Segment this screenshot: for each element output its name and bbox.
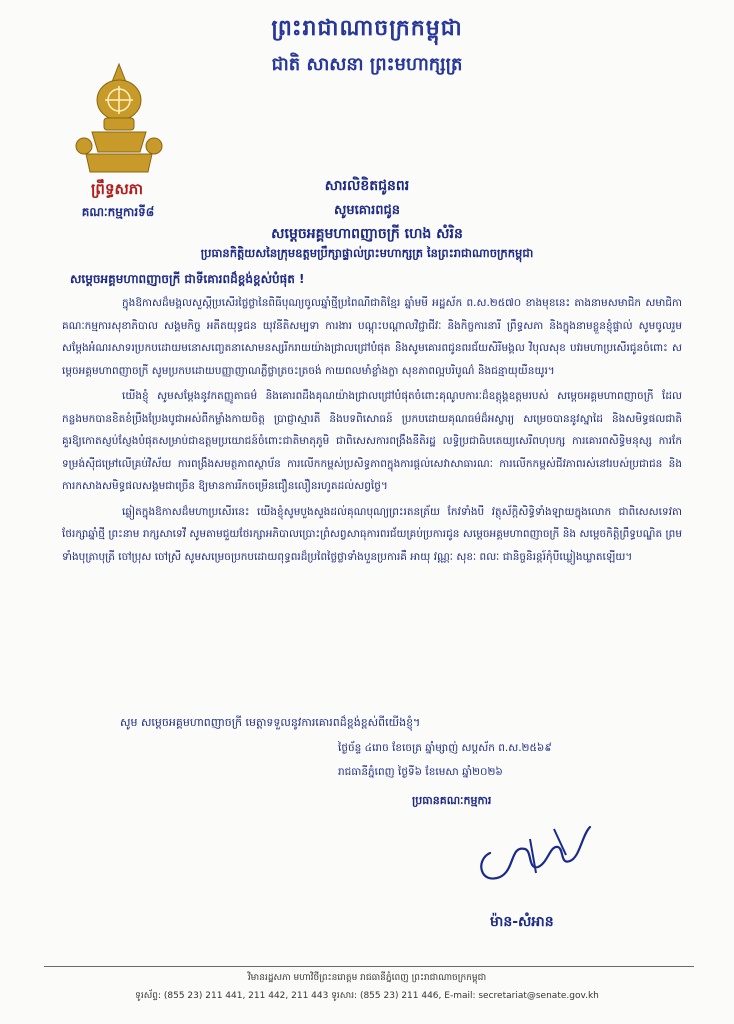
letter-type: សារលិខិតជូនពរ [324, 178, 410, 194]
kingdom-heading: ព្រះរាជាណាចក្រកម្ពុជា [271, 16, 463, 41]
signer-name: ម៉ាន-សំអាន [490, 914, 554, 930]
footer-contact: ទូរស័ព្ទ: (855 23) 211 441, 211 442, 211 443 ទូរសារ: (855 23) 211 446, E-mail: secretariat@senate.gov.kh [135, 991, 599, 1001]
body-paragraph: ឆ្លៀតក្នុងឱកាសដ៏មហាប្រសើរនេះ យើងខ្ញុំសូមបួងសួងដល់គុណបុណ្យព្រះរតនត្រ័យ កែវទាំងបី វត្ថុស័ក្តិសិទ្ធិទាំងឡាយក្នុងលោក ជាពិសេសទេវតាថែរក្សាឆ្នាំថ្មី ព្រះនាម រាក្សសាទេវី សូមតាមជួយថែរក្សាអភិបាលប្រោះព្រំសព្វសាធុការពរជ័យគ្រប់ប្រការជូន សម្តេចអគ្គមហាពញាចក្រី និង សម្តេចកិត្តិព្រឹទ្ធបណ្ឌិត ព្រមទាំងបុត្រាបុត្រី ចៅប្រុស ចៅស្រី សូមសម្រេចប្រកបដោយពុទ្ធពរដ៏ប្រពៃថ្លៃថ្លាទាំងបួនប្រការគឺ អាយុ វណ្ណៈ សុខៈ ពលៈ ជានិច្ចនិរន្តរ៍កុំបីឃ្លៀងឃ្លាតឡើយ។ [62, 505, 682, 563]
date-lunar: ថ្ងៃច័ន្ទ ៤រោច ខែចេត្រ ឆ្នាំម្សាញ់ សប្តស័ក ព.ស.២៥៦៩ [338, 742, 552, 754]
national-motto: ជាតិ សាសនា ព្រះមហាក្សត្រ [271, 54, 463, 75]
recipient-title: ប្រធានកិត្តិយសនៃក្រុមឧត្តមប្រឹក្សាផ្ទាល់ព្រះមហាក្សត្រ នៃព្រះរាជាណាចក្រកម្ពុជា [200, 246, 534, 260]
body-paragraph: ក្នុងឱកាសដ៏មង្គលសួស្តីប្រសើរថ្លៃថ្លានៃពិធីបុណ្យចូលឆ្នាំថ្មីប្រពៃណីជាតិខ្មែរ ឆ្នាំមមី អដ្ឋស័ក ព.ស.២៥៧០ ខាងមុខនេះ តាងនាមសមាជិក សមាជិកា គណៈកម្មការសុខាភិបាល សង្គមកិច្ច អតីតយុទ្ធជន យុវនីតិសម្បទា ការងារ បណ្តុះបណ្តាលវិជ្ជាជីវៈ និងកិច្ចការនារី ព្រឹទ្ធសភា និងក្នុងនាមខ្លួនខ្ញុំផ្ទាល់ សូមចូលរួមសម្តែងអំណរសាទរប្រកបដោយមនោសញ្ចេតនាសោមនស្សរីករាយយ៉ាងជ្រាលជ្រៅបំផុត និងសូមគោរពជូនពរជ័យសិរីមង្គល វិបុលសុខ បវរមហាប្រសើរជូនចំពោះ សម្តេចអគ្គមហាពញាចក្រី សូមប្រកបដោយបញ្ញាញាណភ្លឺថ្លាត្រចះត្រចង់ កាយពលមាំខ្លាំងក្លា សុខភាពល្អបរិបូណ៌ និងជន្មាយុយឺនយូរ។ [62, 297, 682, 377]
date-solar: រាជធានីភ្នំពេញ ថ្ងៃទី៦ ខែមេសា ឆ្នាំ២០២៦ [338, 766, 503, 778]
signer-title: ប្រធានគណៈកម្មការ [412, 794, 492, 807]
footer-address: វិមានរដ្ឋសភា មហាវិថីព្រះនរោត្តម រាជធានីភ្នំពេញ ព្រះរាជាណាចក្រកម្ពុជា [247, 973, 487, 983]
salutation: សម្តេចអគ្គមហាពញាចក្រី ជាទីគោរពដ៏ខ្ពង់ខ្ពស់បំផុត ! [70, 272, 305, 286]
committee-name: គណៈកម្មការទី៨ [81, 205, 155, 219]
body-paragraph: យើងខ្ញុំ សូមសម្តែងនូវកតញ្ញូតាធម៌ និងគោរពដឹងគុណយ៉ាងជ្រាលជ្រៅបំផុតចំពោះគុណូបការៈដ៏ឧត្តុង្គឧត្តមរបស់ សម្តេចអគ្គមហាពញាចក្រី ដែលកន្លងមកបានខិតខំប្រឹងប្រែងបូជាអស់ពីកម្លាំងកាយចិត្ត ប្រាជ្ញាស្មារតី និងបទពិសោធន៍ ប្រកបដោយគុណធម៌ដ៏អស្ចារ្យ សម្រេចបាននូវស្នាដៃ និងសមិទ្ធផលជាតិគួរឱ្យកោតស្ញប់ស្ញែងបំផុតសម្រាប់ជាឧត្តមប្រយោជន៍ចំពោះជាតិមាតុភូមិ ជាពិសេសការពង្រឹងនីតិរដ្ឋ លទ្ធិប្រជាធិបតេយ្យសេរីពហុបក្ស ការគោរពសិទ្ធិមនុស្ស ការកែទម្រង់ស៊ីជម្រៅលើគ្រប់វិស័យ ការពង្រឹងសមត្ថភាពស្ថាប័ន ការលើកកម្ពស់ប្រសិទ្ធភាពក្នុងការផ្តល់សេវាសាធារណៈ ការលើកកម្ពស់ជីវភាពរស់នៅរបស់ប្រជាជន និងការកសាងសមិទ្ធផលសង្គមជាច្រើន ឱ្យមានការរីកចម្រើនជឿនលឿនរហូតដល់សព្វថ្ងៃ។ [62, 390, 682, 492]
closing-line: សូម សម្តេចអគ្គមហាពញាចក្រី មេត្តាទទួលនូវការគោរពដ៏ខ្ពង់ខ្ពស់ពីយើងខ្ញុំ។ [120, 716, 421, 729]
respect-line: សូមគោរពជូន [333, 203, 400, 218]
institution-name: ព្រឹទ្ធសភា [90, 180, 144, 198]
letter-body [62, 292, 682, 712]
recipient-name: សម្តេចអគ្គមហាពញាចក្រី ហេង សំរិន [271, 226, 463, 242]
handwritten-signature [470, 815, 600, 895]
footer-divider [44, 966, 694, 967]
senate-emblem-logo [74, 60, 164, 180]
